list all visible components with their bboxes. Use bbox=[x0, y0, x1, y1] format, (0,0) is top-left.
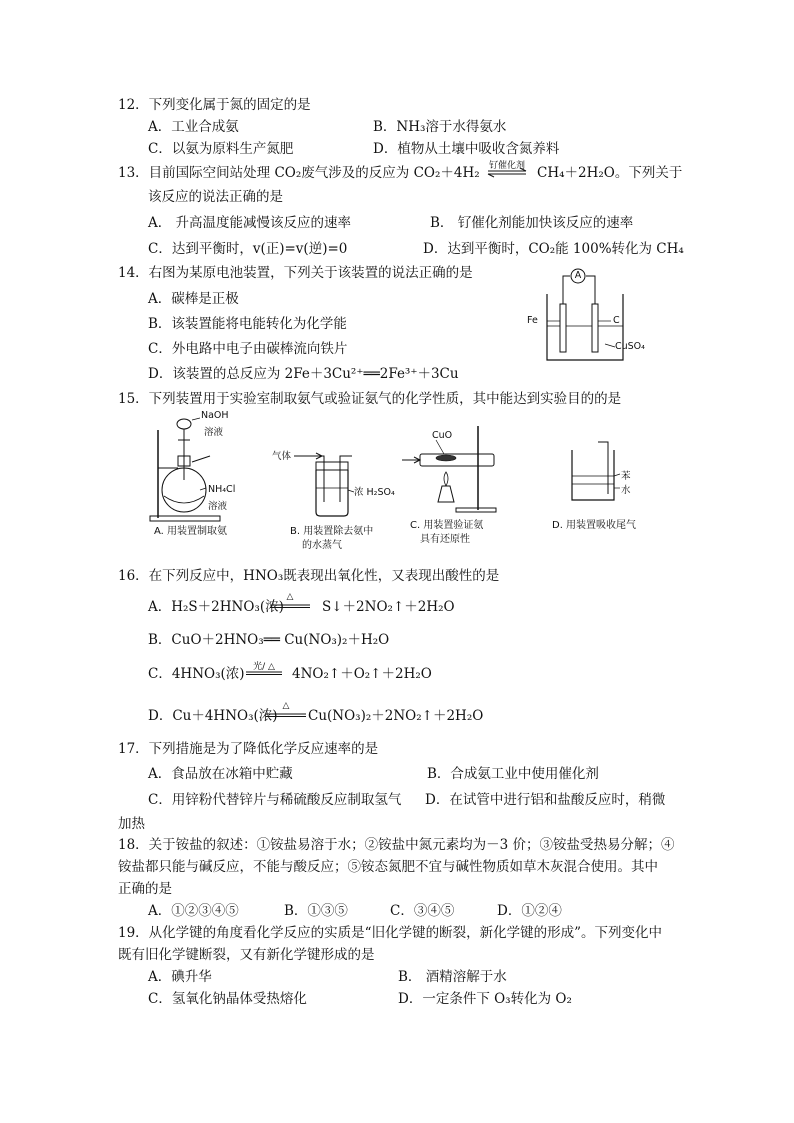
heat-symbol-d: △ bbox=[282, 701, 290, 711]
q14-option-a: A．碳棒是正极 bbox=[148, 291, 239, 307]
q19-line-1: 19．从化学键的角度看化学反应的实质是“旧化学键的断裂，新化学键的形成”。下列变化中 bbox=[118, 925, 662, 941]
q17-stem: 17．下列措施是为了降低化学反应速率的是 bbox=[118, 741, 379, 757]
q14-option-d: D．该装置的总反应为 2Fe＋3Cu²⁺══2Fe³⁺＋3Cu bbox=[148, 366, 459, 382]
q17-option-b: B．合成氨工业中使用催化剂 bbox=[427, 766, 599, 782]
fe-electrode-label: Fe bbox=[527, 315, 538, 326]
fig15-a-naoh: NaOH bbox=[201, 410, 229, 421]
q13-stem: 13．目前国际空间站处理 CO₂废气涉及的反应为 CO₂＋4H₂ bbox=[118, 165, 480, 181]
q14-option-b: B．该装置能将电能转化为化学能 bbox=[148, 316, 347, 332]
fig15-b-caption-2: 的水蒸气 bbox=[302, 540, 342, 551]
q16-option-d-left: D．Cu＋4HNO₃(浓) bbox=[148, 708, 278, 724]
fig15-a-nh4cl: NH₄Cl bbox=[208, 484, 236, 495]
catalyst-label: 钌催化剂 bbox=[488, 161, 525, 171]
fig15-a-nh4cl-sol: 溶液 bbox=[208, 501, 228, 512]
fig15-b-acid: 浓 H₂SO₄ bbox=[354, 487, 395, 498]
q16-d-arrow bbox=[264, 701, 308, 719]
q18-option-c: C．③④⑤ bbox=[390, 903, 455, 919]
fig15-a-naoh-sol: 溶液 bbox=[204, 427, 224, 438]
q18-line-1: 18．关于铵盐的叙述：①铵盐易溶于水；②铵盐中氮元素均为－3 价；③铵盐受热易分解；④ bbox=[118, 837, 675, 853]
q16-stem: 16．在下列反应中，HNO₃既表现出氧化性，又表现出酸性的是 bbox=[118, 568, 500, 584]
q16-a-arrow bbox=[268, 592, 312, 610]
q13-option-c: C．达到平衡时，v(正)=v(逆)=0 bbox=[148, 241, 348, 257]
q19-option-c: C．氢氧化钠晶体受热熔化 bbox=[148, 991, 307, 1007]
q16-option-c-right: 4NO₂↑＋O₂↑＋2H₂O bbox=[292, 666, 432, 682]
q17-option-c: C．用锌粉代替锌片与稀硫酸反应制取氢气 bbox=[148, 792, 402, 808]
q18-option-d: D．①②④ bbox=[497, 903, 562, 919]
q16-c-arrow bbox=[244, 659, 284, 677]
q14-stem: 14．右图为某原电池装置，下列关于该装置的说法正确的是 bbox=[118, 265, 473, 281]
q18-line-2: 铵盐都只能与碱反应，不能与酸反应；⑤铵态氮肥不宜与碱性物质如草木灰混合使用。其中 bbox=[118, 859, 658, 875]
fig15-c-cuo: CuO bbox=[432, 430, 453, 441]
q13-stem-line2: 该反应的说法正确的是 bbox=[148, 189, 283, 205]
q19-option-b: B． 酒精溶解于水 bbox=[398, 969, 507, 985]
q16-option-c-left: C．4HNO₃(浓) bbox=[148, 666, 245, 682]
q13-stem-tail: CH₄＋2H₂O。下列关于 bbox=[537, 165, 683, 181]
q12-option-c: C．以氨为原料生产氮肥 bbox=[148, 141, 294, 157]
fig15-c-apparatus bbox=[398, 420, 508, 550]
q13-option-d: D．达到平衡时，CO₂能 100%转化为 CH₄ bbox=[423, 241, 684, 257]
fig15-b-caption-1: B. 用装置除去氨中 bbox=[290, 526, 374, 537]
q18-line-3: 正确的是 bbox=[118, 881, 172, 897]
galvanic-cell-figure bbox=[525, 264, 655, 372]
q13-option-b: B． 钌催化剂能加快该反应的速率 bbox=[430, 215, 634, 231]
fig15-d-caption: D. 用装置吸收尾气 bbox=[552, 520, 637, 531]
ammeter-label: A bbox=[574, 270, 582, 281]
q16-option-a-left: A．H₂S＋2HNO₃(浓) bbox=[148, 599, 284, 615]
fig15-d-benzene: 苯 bbox=[621, 471, 631, 482]
q12-option-b: B．NH₃溶于水得氨水 bbox=[373, 119, 507, 135]
q16-option-b: B．CuO＋2HNO₃══ Cu(NO₃)₂＋H₂O bbox=[148, 632, 390, 648]
q19-option-a: A．碘升华 bbox=[148, 969, 212, 985]
q18-option-b: B．①③⑤ bbox=[284, 903, 348, 919]
q13-reversible-arrow bbox=[482, 158, 532, 180]
fig15-d-water: 水 bbox=[621, 485, 631, 496]
q12-stem: 12．下列变化属于氮的固定的是 bbox=[118, 97, 311, 113]
fig15-a-apparatus bbox=[148, 410, 258, 545]
cuso4-label: CuSO₄ bbox=[615, 341, 645, 352]
heat-symbol: △ bbox=[286, 592, 294, 602]
fig15-a-caption: A. 用装置制取氨 bbox=[154, 526, 228, 537]
q19-option-d: D．一定条件下 O₃转化为 O₂ bbox=[398, 991, 572, 1007]
q16-option-d-right: Cu(NO₃)₂＋2NO₂↑＋2H₂O bbox=[308, 708, 484, 724]
fig15-b-gas: 气体 bbox=[272, 451, 292, 462]
fig15-b-apparatus bbox=[272, 440, 402, 550]
q14-option-c: C．外电路中电子由碳棒流向铁片 bbox=[148, 341, 348, 357]
q12-option-a: A．工业合成氨 bbox=[148, 119, 239, 135]
q17-option-d-cont: 加热 bbox=[118, 816, 145, 832]
q17-option-d: D．在试管中进行铝和盐酸反应时，稍微 bbox=[425, 792, 666, 808]
carbon-electrode-label: C bbox=[613, 315, 620, 326]
fig15-c-caption-1: C. 用装置验证氨 bbox=[410, 520, 484, 531]
q13-option-a: A． 升高温度能减慢该反应的速率 bbox=[148, 215, 352, 231]
light-heat-symbol: 光/ △ bbox=[253, 662, 275, 672]
q18-option-a: A．①②③④⑤ bbox=[148, 903, 239, 919]
fig15-d-apparatus bbox=[548, 440, 658, 540]
q16-option-a-right: S↓＋2NO₂↑＋2H₂O bbox=[322, 599, 455, 615]
q12-option-d: D．植物从土壤中吸收含氮养料 bbox=[373, 141, 560, 157]
fig15-c-caption-2: 具有还原性 bbox=[420, 534, 470, 545]
q19-line-2: 既有旧化学键断裂，又有新化学键形成的是 bbox=[118, 947, 375, 963]
q17-option-a: A．食品放在冰箱中贮藏 bbox=[148, 766, 293, 782]
q15-stem: 15．下列装置用于实验室制取氨气或验证氨气的化学性质，其中能达到实验目的的是 bbox=[118, 391, 622, 407]
